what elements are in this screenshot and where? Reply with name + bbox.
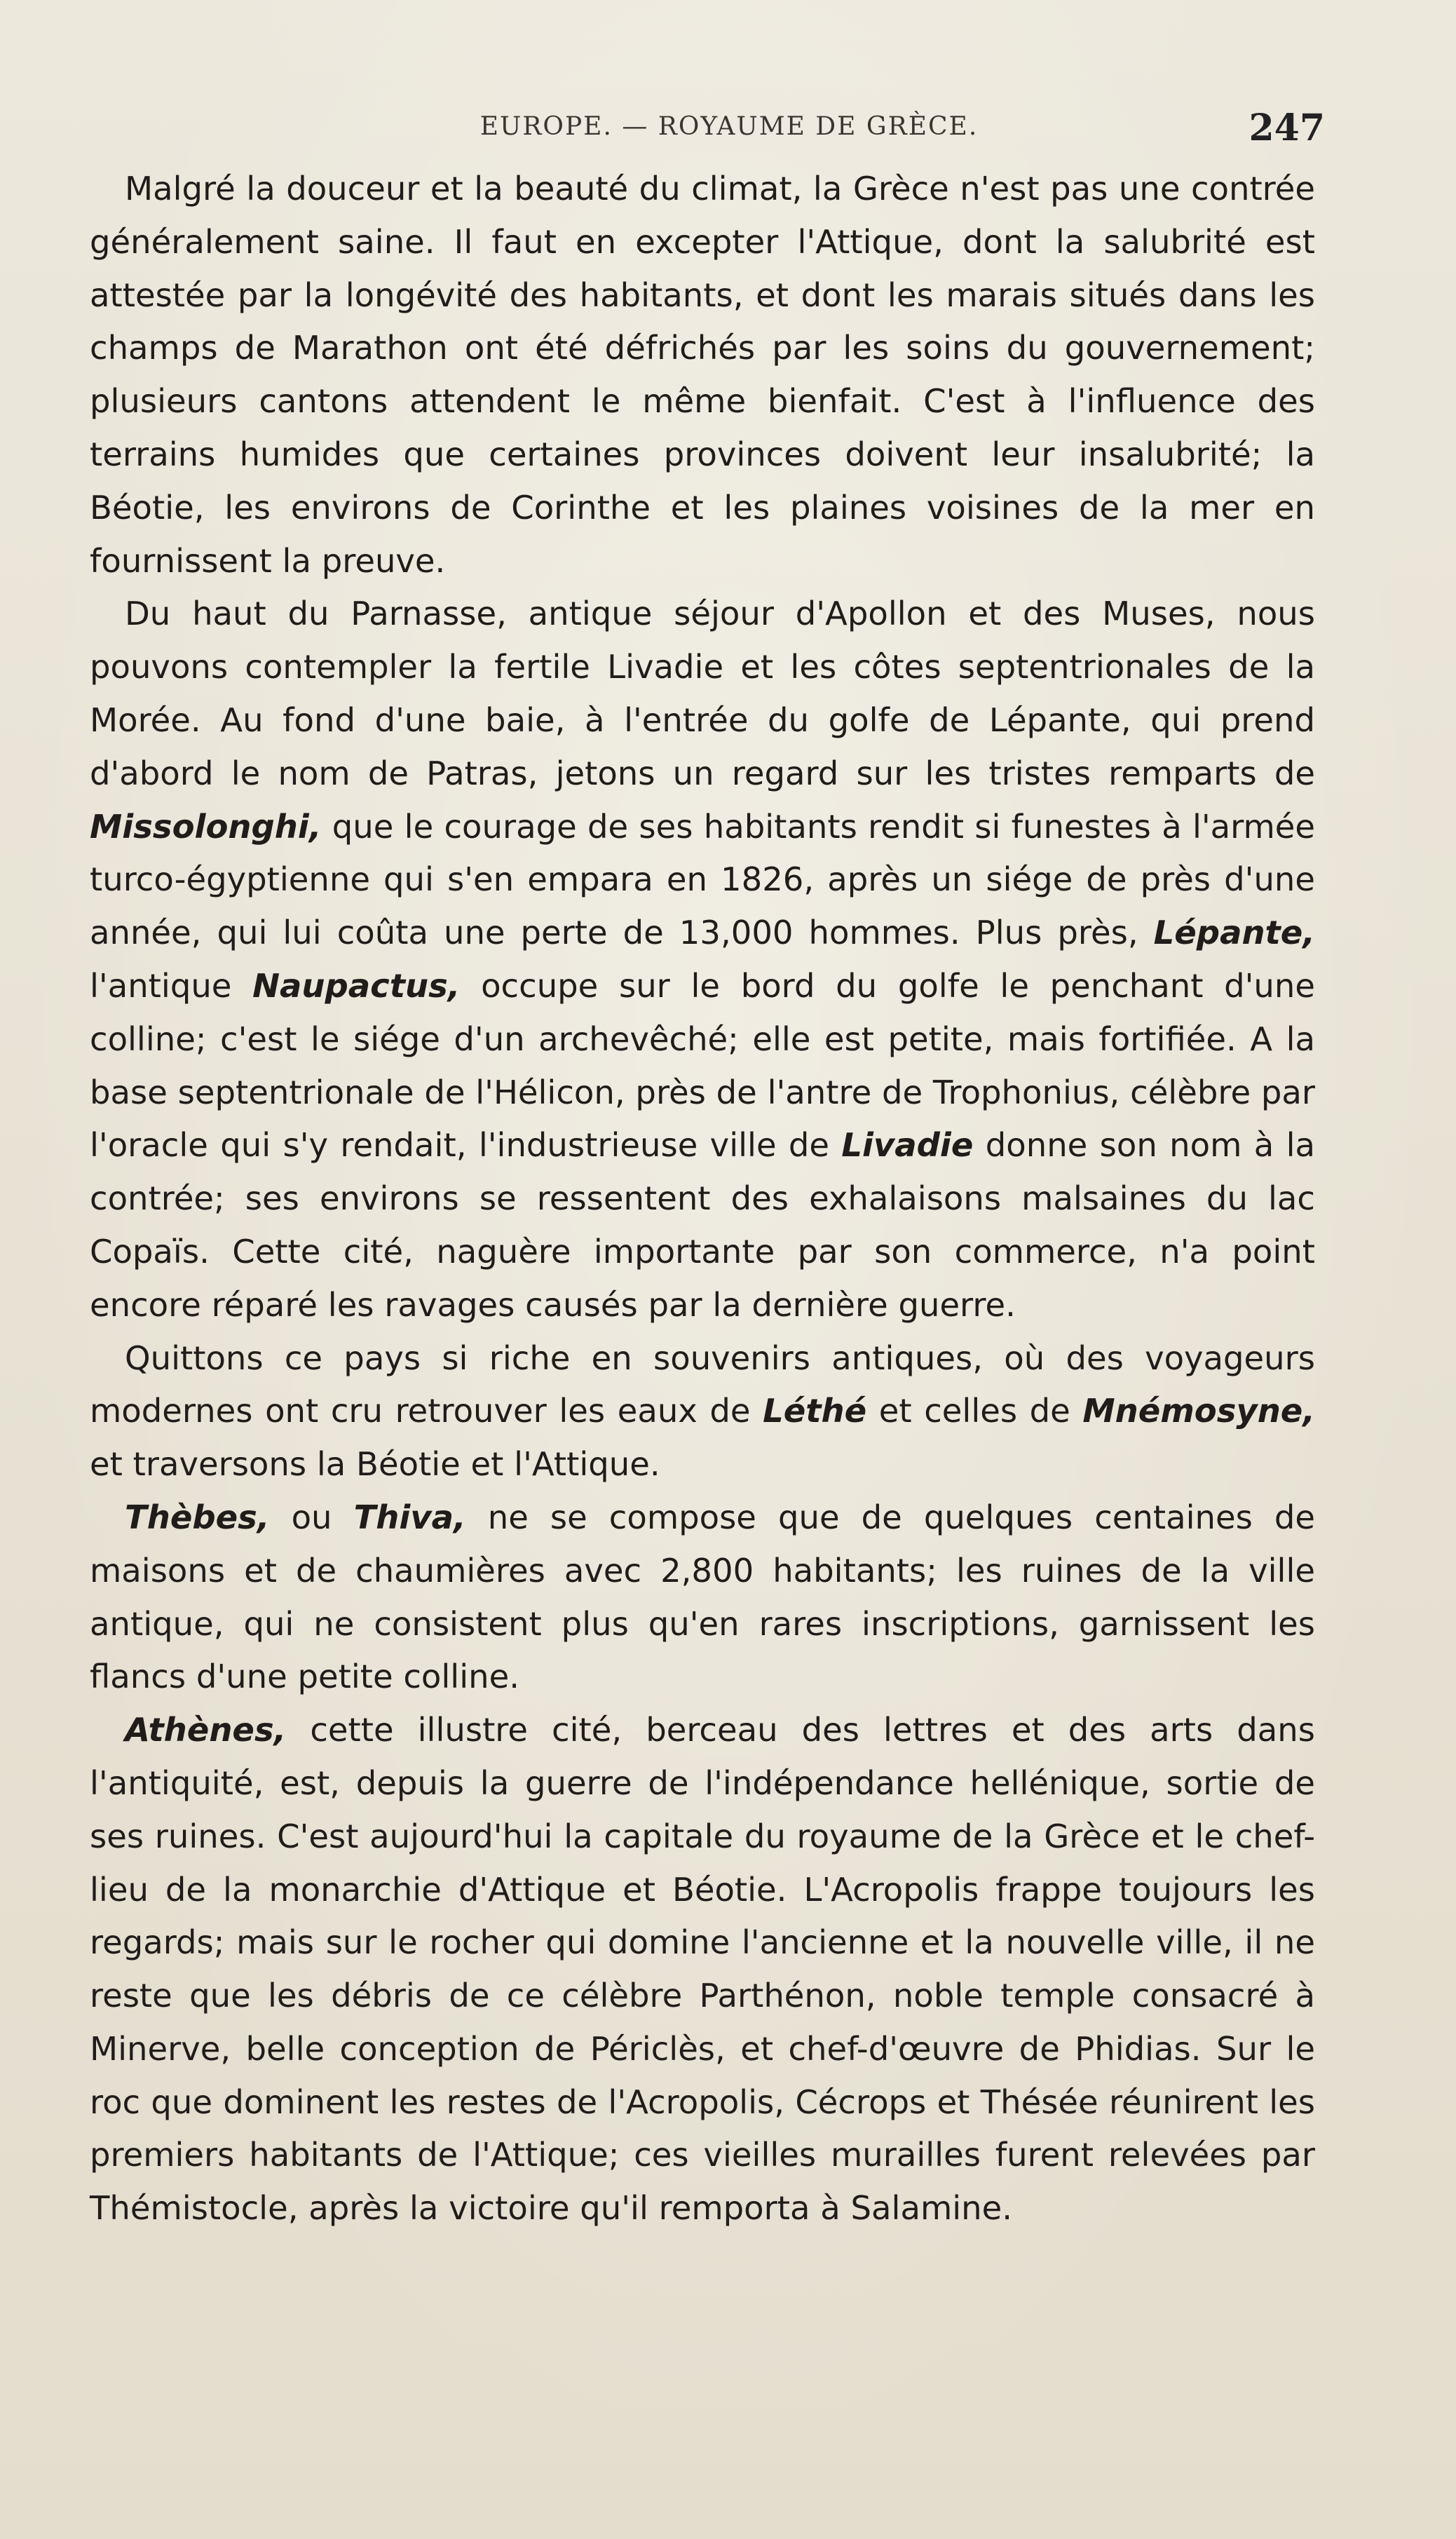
place-name: Thèbes, [125,1498,270,1536]
place-name: Athènes, [125,1711,287,1749]
text-run: Quittons ce pays si riche en souvenirs antiques, où des voyageurs modernes ont cru retrouver les eaux de [90,1339,1315,1430]
text-run: ne se compose que de quelques centaines de maisons et de chaumières avec 2,800 habitants; les ruines de la ville antique, qui ne consistent plus qu'en rares inscriptions, garnissent les flancs d'une petite colline. [90,1498,1315,1696]
text-run: et celles de [866,1392,1083,1430]
text-run: occupe sur le bord du golfe le penchant d'une colline; c'est le siége d'un archevêché; elle est petite, mais fortifiée. A la base septentrionale de l'Hélicon, près de l'antre de Trophonius, célèbre par l'oracle qui s'y rendait, l'industrieuse ville de [90,966,1315,1165]
paragraph-climate [90,163,1315,588]
text-run: Du haut du Parnasse, antique séjour d'Apollon et des Muses, nous pouvons contempler la fertile Livadie et les côtes septentrionales de la Morée. Au fond d'une baie, à l'entrée du golfe de Lépante, qui prend d'abord le nom de Patras, jetons un regard sur les tristes remparts de [90,595,1315,792]
text-run: et traversons la Béotie et l'Attique. [90,1445,660,1484]
place-name: Livadie [841,1126,974,1165]
text-run: l'antique [90,966,253,1005]
running-title: EUROPE. — ROYAUME DE GRÈCE. [479,112,979,141]
paragraph-thebes [90,1491,1315,1704]
place-name: Mnémosyne, [1082,1392,1316,1430]
text-run: Malgré la douceur et la beauté du climat, la Grèce n'est pas une contrée généralement saine. Il faut en excepter l'Attique, dont la salubrité est attestée par la longévité des habitants, et dont les marais situés dans les champs de Marathon ont été défrichés par les soins du gouvernement; plusieurs cantons attendent le même bienfait. C'est à l'influence des terrains humides que certaines provinces doivent leur insalubrité; la Béotie, les environs de Corinthe et les plaines voisines de la mer en fournissent la preuve. [90,170,1315,580]
place-name: Léthé [763,1392,867,1430]
text-run: donne son nom à la contrée; ses environs se ressentent des exhalaisons malsaines du lac Copaïs. Cette cité, naguère importante par son commerce, n'a point encore réparé les ravages causés par la dernière guerre. [90,1126,1315,1324]
page-number: 247 [1249,107,1325,149]
text-run: cette illustre cité, berceau des lettres et des arts dans l'antiquité, est, depuis la guerre de l'indépendance hellénique, sortie de ses ruines. C'est aujourd'hui la capitale du royaume de la Grèce et le chef-lieu de la monarchie d'Attique et Béotie. L'Acropolis frappe toujours les regards; mais sur le rocher qui domine l'ancienne et la nouvelle ville, il ne reste que les débris de ce célèbre Parthénon, noble temple consacré à Minerve, belle conception de Périclès, et chef-d'œuvre de Phidias. Sur le roc que dominent les restes de l'Acropolis, Cécrops et Thésée réunirent les premiers habitants de l'Attique; ces vieilles murailles furent relevées par Thémistocle, après la victoire qu'il remporta à Salamine. [90,1711,1315,2228]
paragraph-souvenirs [90,1332,1315,1491]
place-name: Lépante, [1153,914,1315,952]
page-header [133,107,1325,149]
paragraph-athenes [90,1704,1315,2235]
text-run: que le courage de ses habitants rendit si funestes à l'armée turco-égyptienne qui s'en empara en 1826, après un siége de près d'une année, qui lui coûta une perte de 13,000 hommes. Plus près, [90,807,1315,952]
place-name: Naupactus, [252,966,461,1005]
body-text [90,163,1315,2235]
text-run: ou [269,1498,354,1536]
place-name: Missolonghi, [90,807,322,846]
place-name: Thiva, [353,1498,466,1536]
paragraph-parnasse [90,588,1315,1332]
